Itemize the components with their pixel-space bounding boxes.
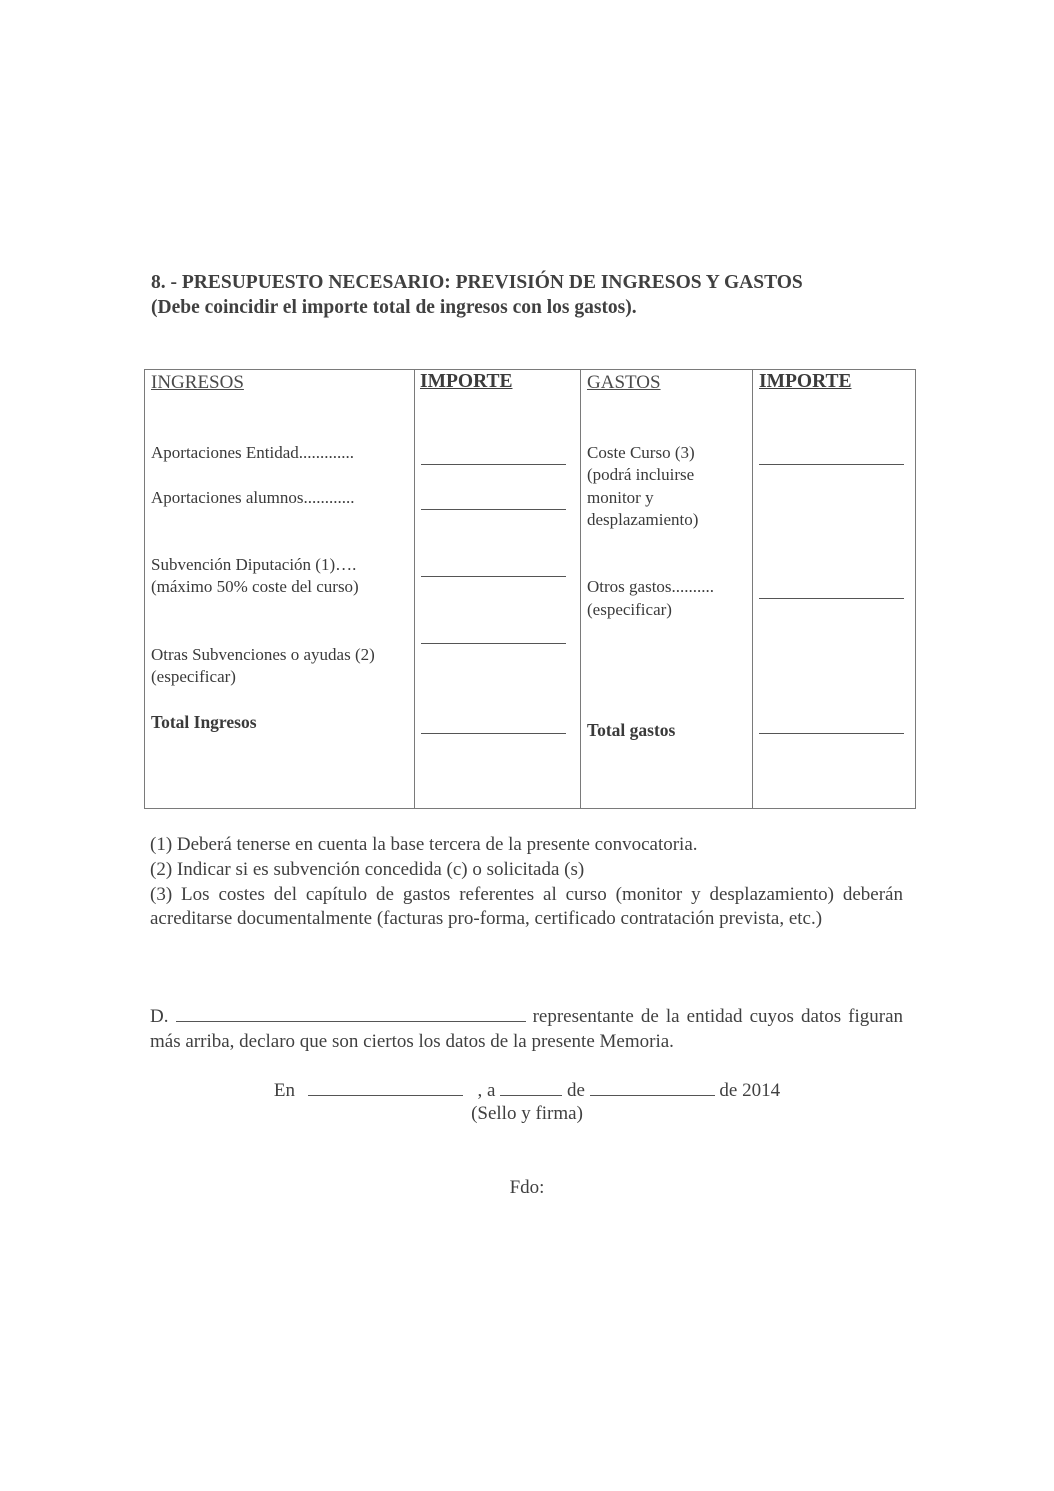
header-importe-ingresos: IMPORTE	[420, 371, 513, 392]
header-ingresos: INGRESOS	[151, 372, 244, 393]
place-a: , a	[477, 1080, 496, 1101]
header-importe-gastos: IMPORTE	[759, 371, 852, 392]
row-coste-curso-note-2: monitor y	[587, 488, 654, 507]
section-subtitle: (Debe coincidir el importe total de ingresos con los gastos).	[151, 297, 637, 318]
footnote-3: (3) Los costes del capítulo de gastos referentes al curso (monitor y desplazamiento) deberán acreditarse documentalmente (facturas pro-forma, certificado contratación prevista, etc.)	[150, 883, 903, 930]
footnote-1: (1) Deberá tenerse en cuenta la base tercera de la presente convocatoria.	[150, 834, 698, 855]
row-otros-gastos-note: (especificar)	[587, 600, 672, 619]
row-total-gastos: Total gastos	[587, 720, 676, 740]
amount-blank-alumnos[interactable]	[421, 509, 566, 510]
declaration	[150, 1004, 903, 1054]
place-de: de	[566, 1080, 585, 1101]
place-blank[interactable]	[308, 1078, 463, 1096]
row-coste-curso: Coste Curso (3)	[587, 443, 695, 462]
row-otras-subvenciones: Otras Subvenciones o ayudas (2)	[151, 645, 375, 664]
representative-name-blank[interactable]	[176, 1004, 526, 1022]
amount-blank-total-ingresos[interactable]	[421, 733, 566, 734]
place-date-line	[0, 1078, 1054, 1102]
place-en: En	[273, 1080, 296, 1101]
row-aportaciones-alumnos: Aportaciones alumnos............	[151, 488, 355, 507]
amount-blank-total-gastos[interactable]	[759, 733, 904, 734]
seal-and-signature: (Sello y firma)	[471, 1103, 583, 1124]
amount-blank-diputacion[interactable]	[421, 576, 566, 577]
row-otras-subvenciones-note: (especificar)	[151, 667, 236, 686]
signed-label: Fdo:	[509, 1177, 545, 1198]
amount-blank-coste-curso[interactable]	[759, 464, 904, 465]
row-subvencion-diputacion: Subvención Diputación (1)….	[151, 555, 357, 574]
declaration-text: representante de la entidad cuyos datos figuran más arriba, declaro que son ciertos los datos de la presente Memoria.	[150, 1006, 903, 1052]
footnote-2: (2) Indicar si es subvención concedida (c) o solicitada (s)	[150, 858, 585, 880]
row-total-ingresos: Total Ingresos	[151, 712, 257, 732]
row-coste-curso-note-1: (podrá incluirse	[587, 465, 695, 484]
row-coste-curso-note-3: desplazamiento)	[587, 510, 699, 529]
amount-blank-otras[interactable]	[421, 643, 566, 644]
table-divider	[752, 369, 753, 809]
place-year: de 2014	[719, 1080, 781, 1101]
amount-blank-otros-gastos[interactable]	[759, 598, 904, 599]
table-divider	[580, 369, 581, 809]
day-blank[interactable]	[500, 1078, 562, 1096]
declaration-prefix: D.	[150, 1006, 169, 1027]
amount-blank-entidad[interactable]	[421, 464, 566, 465]
footnotes	[150, 833, 903, 932]
row-otros-gastos: Otros gastos..........	[587, 577, 715, 596]
table-divider	[414, 369, 415, 809]
row-aportaciones-entidad: Aportaciones Entidad.............	[151, 443, 355, 462]
row-subvencion-diputacion-note: (máximo 50% coste del curso)	[151, 577, 359, 596]
month-blank[interactable]	[590, 1078, 715, 1096]
section-title: 8. - PRESUPUESTO NECESARIO: PREVISIÓN DE INGRESOS Y GASTOS	[151, 272, 803, 293]
header-gastos: GASTOS	[587, 372, 661, 393]
